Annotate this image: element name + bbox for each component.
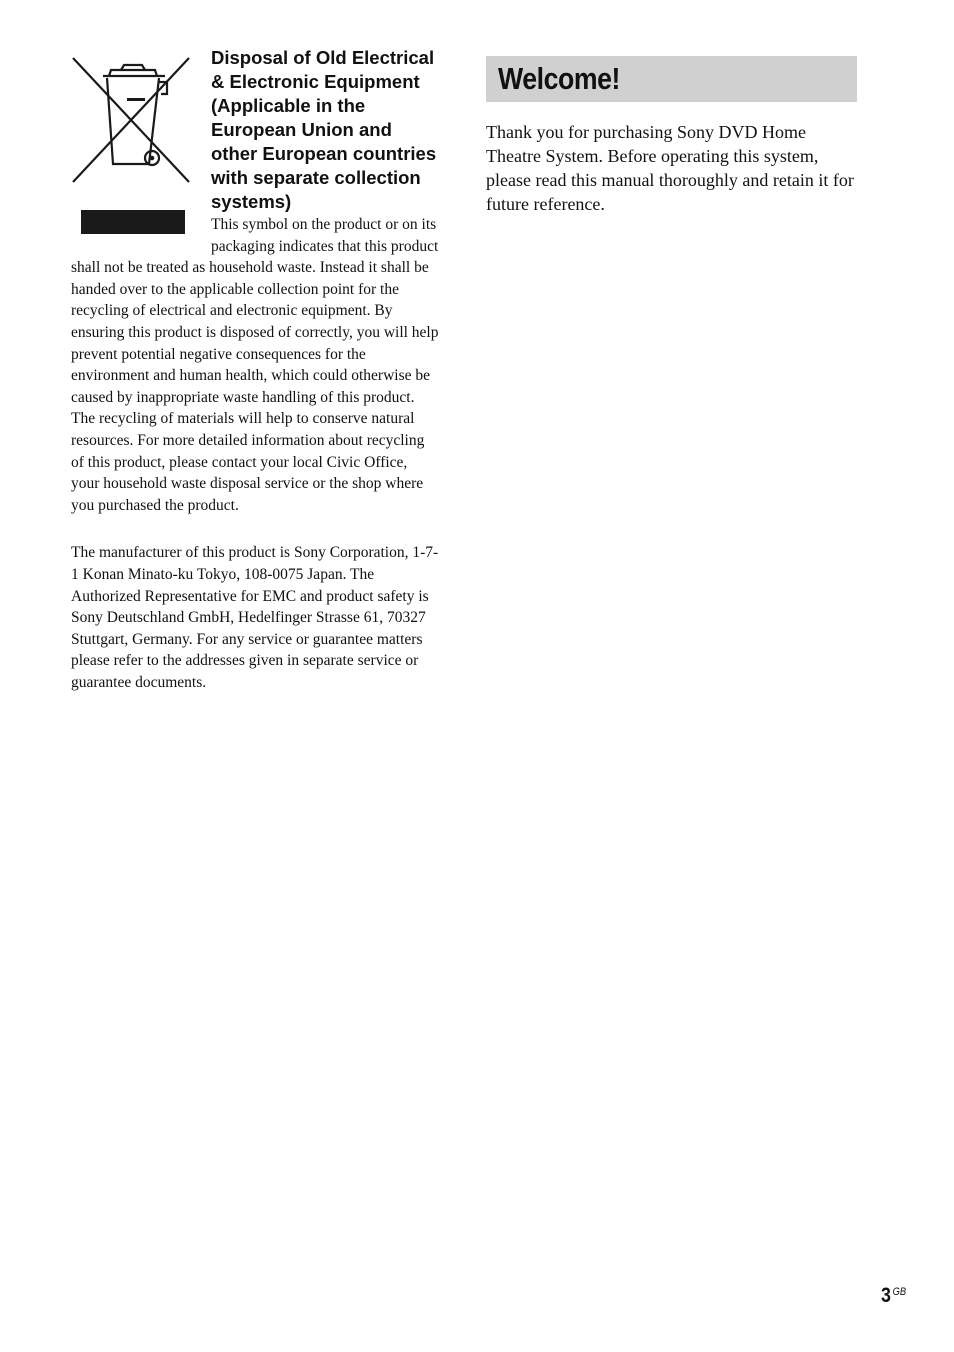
page-number — [881, 1284, 906, 1308]
welcome-title: Welcome! — [498, 61, 620, 96]
disposal-heading: Disposal of Old Electrical & Electronic Equipment (Applicable in the European Union and other European countries with separate collection systems) — [211, 47, 437, 212]
disposal-body: This symbol on the product or on its packaging indicates that this product shall not be treated as household waste. Instead it shall be handed over to the applicable collection point for the recycling of electrical and electronic equipment. By ensuring this product is disposed of correctly, you will help prevent potential negative consequences for the environment and human health, which could otherwise be caused by inappropriate waste handling of this product. The recycling of materials will help to conserve natural resources. For more detailed information about recycling of this product, please contact your local Civic Office, your household waste disposal service or the shop where you purchased the product. — [71, 216, 439, 514]
manufacturer-text: The manufacturer of this product is Sony Corporation, 1-7-1 Konan Minato-ku Tokyo, 108-0075 Japan. The Authorized Representative for EMC and product safety is Sony Deutschland GmbH, Hedelfinger Strasse 61, 70327 Stuttgart, Germany. For any service or guarantee matters please refer to the addresses given in separate service or guarantee documents. — [71, 544, 439, 691]
welcome-text: Thank you for purchasing Sony DVD Home Theatre System. Before operating this system, please read this manual thoroughly and retain it for future reference. — [486, 122, 854, 214]
left-column — [71, 46, 439, 693]
right-column — [486, 56, 857, 216]
page-number-suffix: GB — [892, 1286, 907, 1298]
weee-black-bar — [81, 210, 185, 234]
page-number-digit: 3 — [881, 1284, 891, 1307]
weee-symbol — [69, 46, 211, 248]
welcome-banner — [486, 56, 857, 102]
crossed-out-wheelie-bin-icon — [69, 54, 193, 194]
